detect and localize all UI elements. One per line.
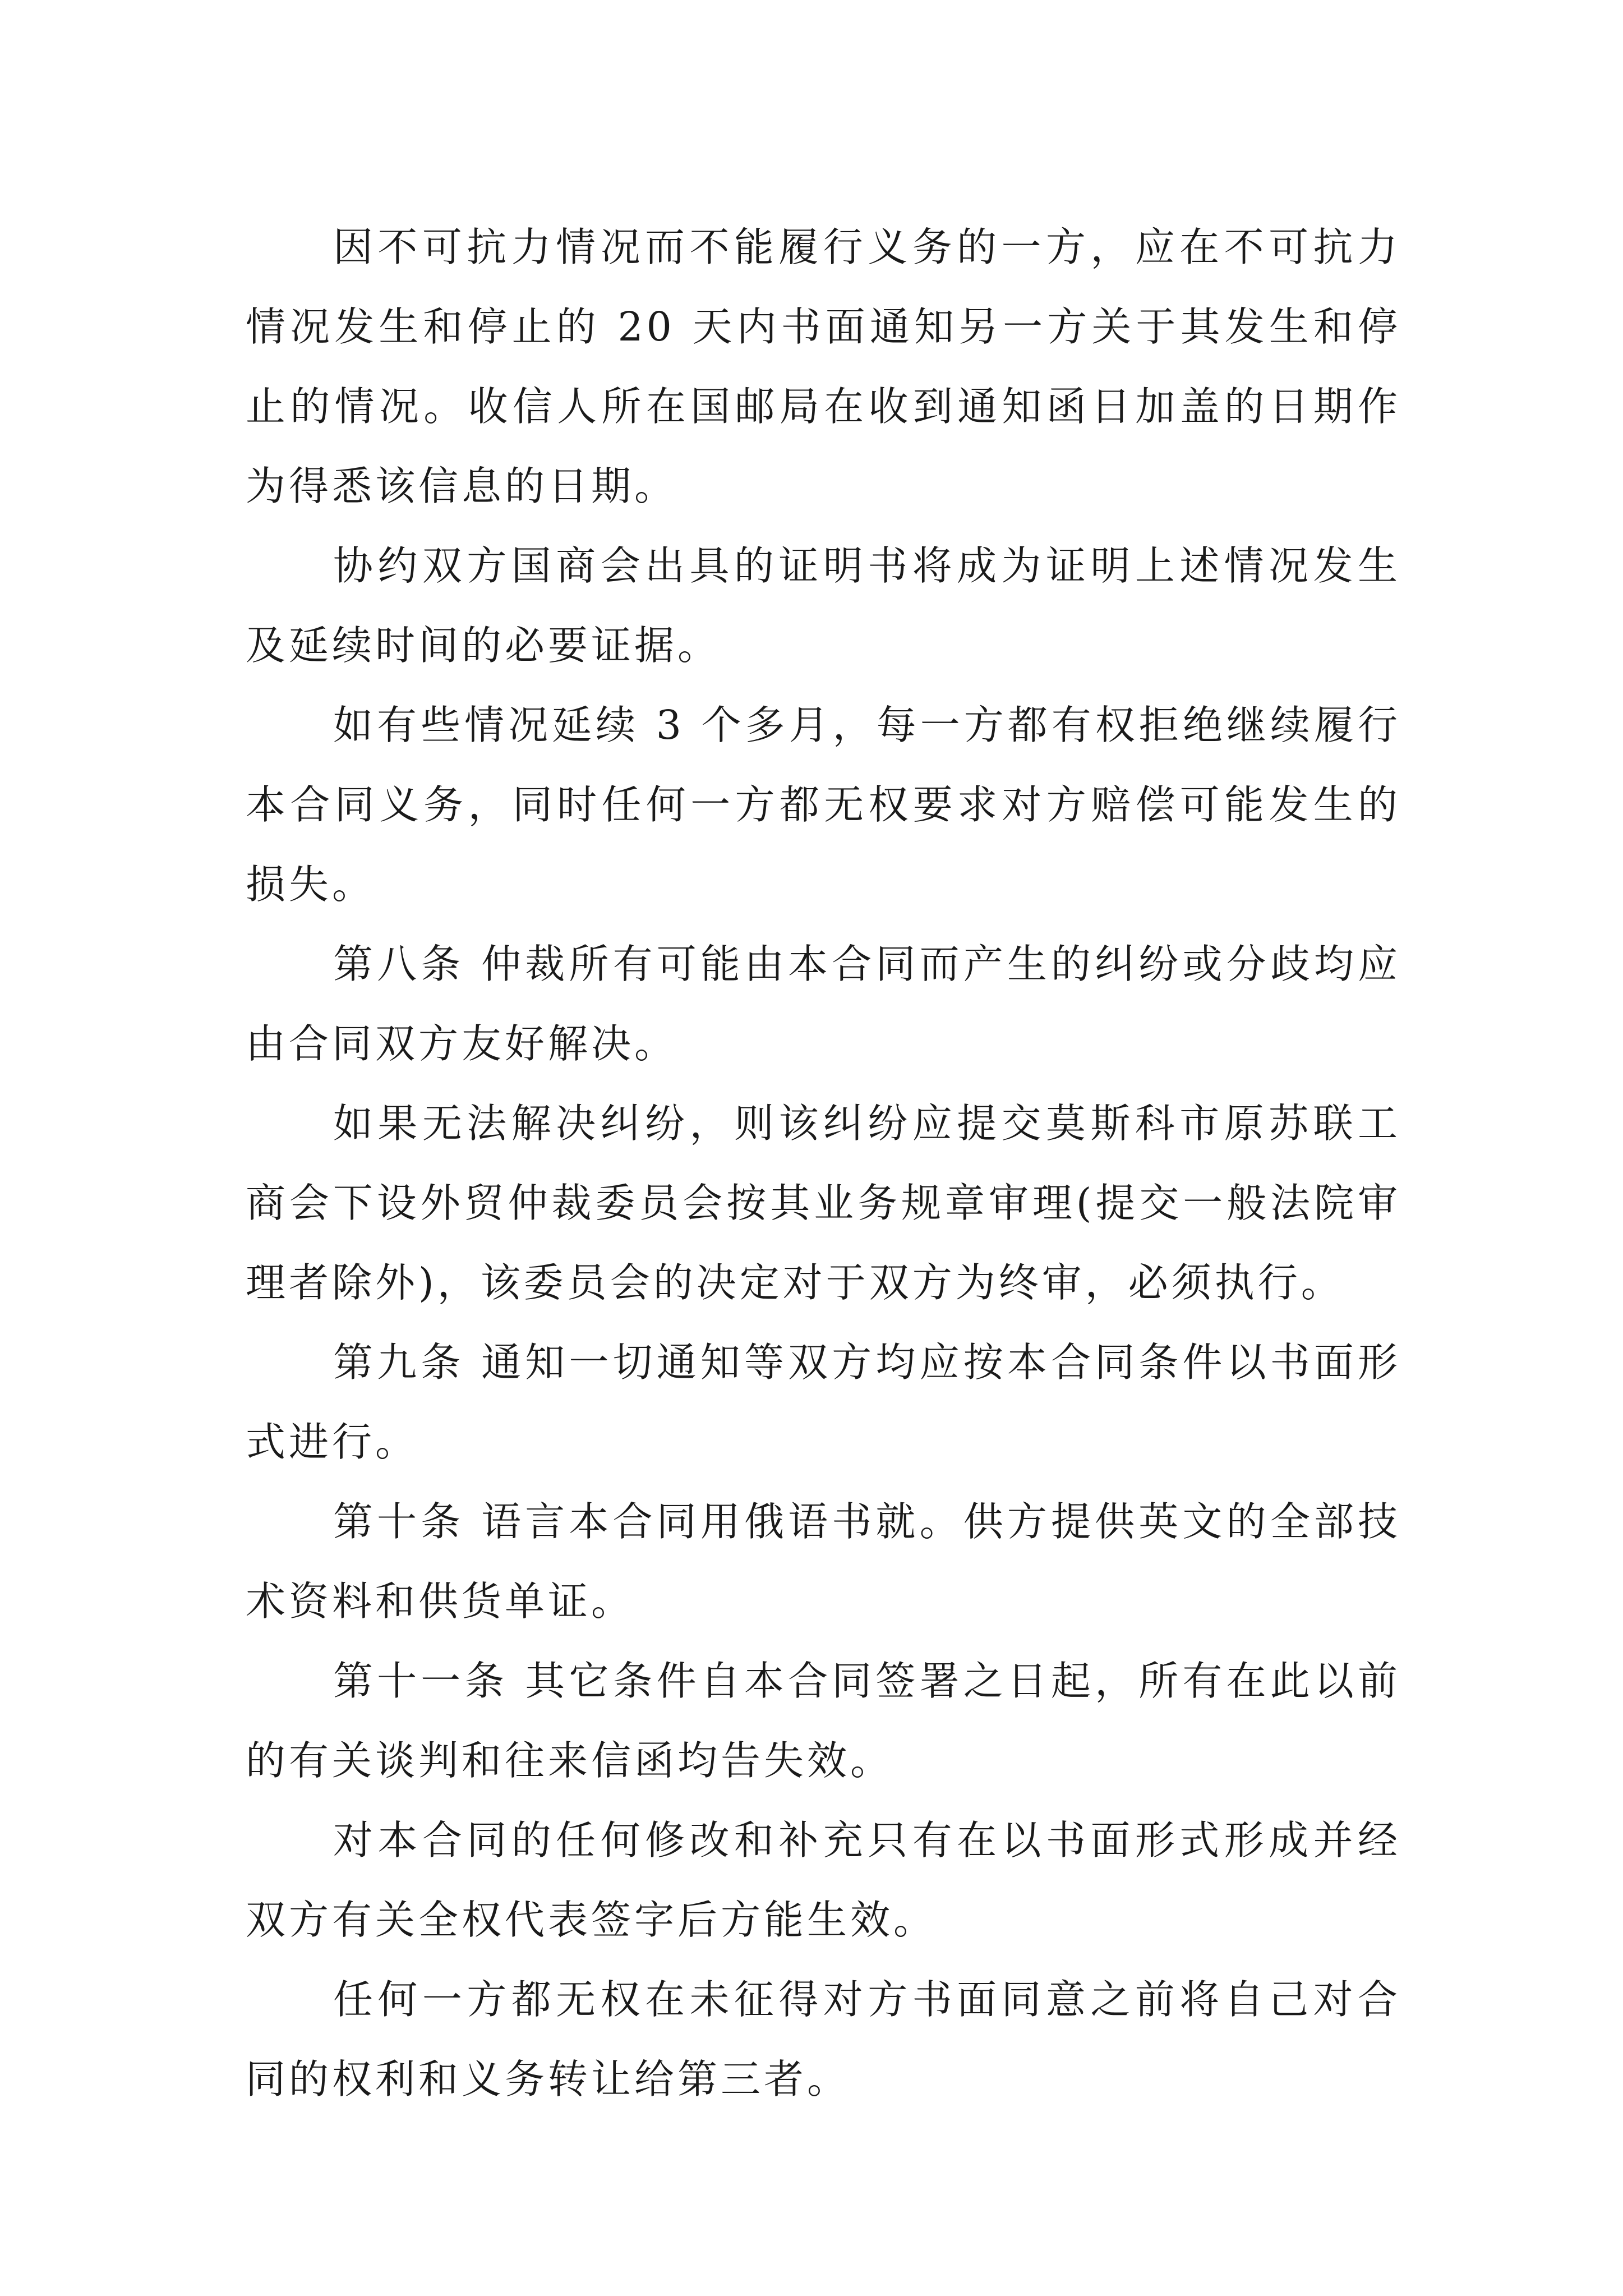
document-body: [246, 208, 1401, 2119]
paragraph-article-8-arbitration: 第八条 仲裁所有可能由本合同而产生的纠纷或分歧均应由合同双方友好解决。: [246, 941, 1401, 1067]
paragraph-duration-over-three-months: 如有些情况延续 3 个多月，每一方都有权拒绝继续履行本合同义务，同时任何一方都无权要求对方赔偿可能发生的损失。: [246, 702, 1401, 908]
paragraph-chamber-certificate: 协约双方国商会出具的证明书将成为证明上述情况发生及延续时间的必要证据。: [246, 542, 1401, 669]
paragraph-article-11-other-conditions: 第十一条 其它条件自本合同签署之日起，所有在此以前的有关谈判和往来信函均告失效。: [246, 1658, 1401, 1784]
paragraph-article-10-language: 第十条 语言本合同用俄语书就。供方提供英文的全部技术资料和供货单证。: [246, 1498, 1401, 1625]
paragraph-arbitration-commission: 如果无法解决纠纷，则该纠纷应提交莫斯科市原苏联工商会下设外贸仲裁委员会按其业务规章审理(提交一般法院审理者除外)，该委员会的决定对于双方为终审，必须执行。: [246, 1100, 1401, 1306]
paragraph-article-9-notice: 第九条 通知一切通知等双方均应按本合同条件以书面形式进行。: [246, 1339, 1401, 1465]
paragraph-force-majeure-notice: 因不可抗力情况而不能履行义务的一方，应在不可抗力情况发生和停止的 20 天内书面通知另一方关于其发生和停止的情况。收信人所在国邮局在收到通知函日加盖的日期作为得悉该信息的日期。: [246, 224, 1401, 509]
paragraph-assignment: 任何一方都无权在未征得对方书面同意之前将自己对合同的权利和义务转让给第三者。: [246, 1976, 1401, 2102]
paragraph-amendments: 对本合同的任何修改和补充只有在以书面形式形成并经双方有关全权代表签字后方能生效。: [246, 1817, 1401, 1943]
